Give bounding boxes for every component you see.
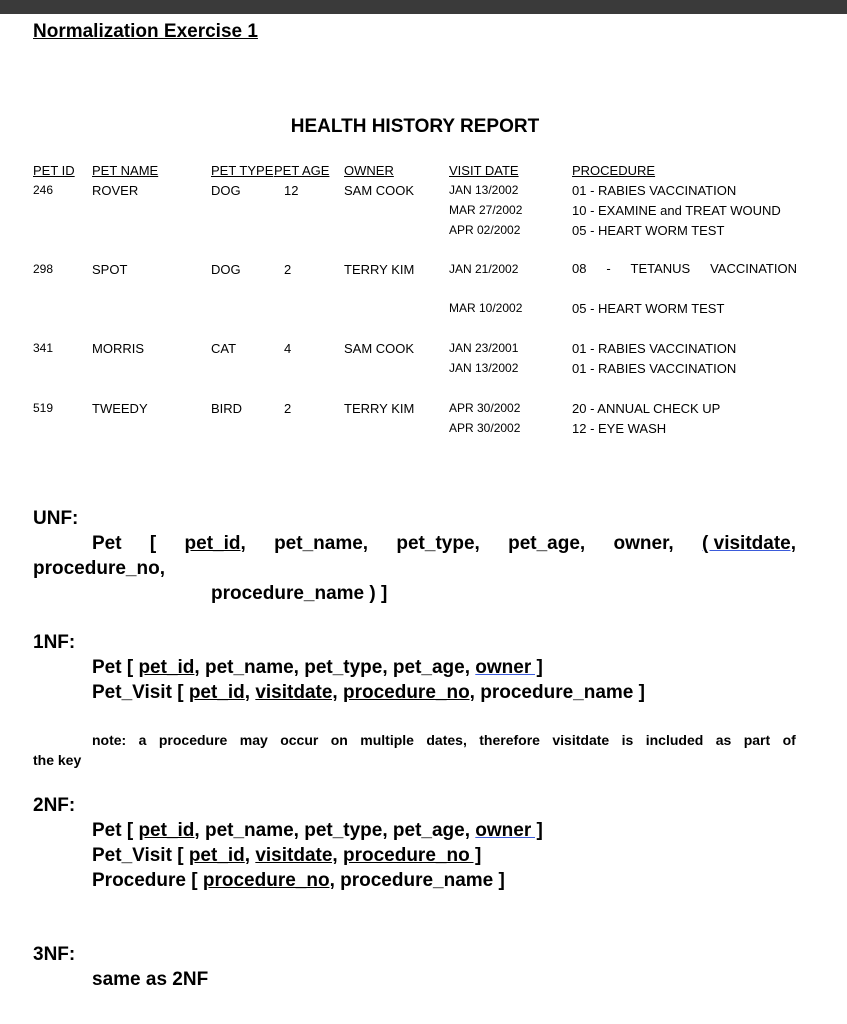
procedure: 01 - RABIES VACCINATION (572, 361, 737, 376)
note-word: of (782, 732, 796, 748)
procedure-part: 08 (572, 261, 587, 276)
note-word: note: (92, 732, 127, 748)
nf2-label: 2NF: (33, 795, 76, 816)
pet-age: 2 (284, 262, 292, 277)
nf2-pet-relation (92, 820, 543, 842)
note-word: occur (280, 732, 319, 748)
relation-attributes: , pet_name, pet_type, pet_age, (194, 820, 476, 841)
owner: TERRY KIM (344, 401, 415, 416)
pet-id: 298 (33, 262, 54, 276)
note-word: therefore (479, 732, 540, 748)
nf1-pet-relation (92, 657, 543, 679)
primary-key: pet_id (188, 845, 245, 866)
primary-key: visitdate, (255, 682, 338, 703)
note-word: may (239, 732, 268, 748)
pet-type: DOG (211, 183, 241, 198)
primary-key: procedure_no ] (342, 845, 482, 866)
unf-token-repeating-group: ( visitdate, (702, 533, 796, 554)
relation-attributes: procedure_name ] (334, 870, 505, 891)
relation-owner: owner ] (475, 657, 543, 678)
note-word: a (138, 732, 147, 748)
report-title: HEALTH HISTORY REPORT (290, 116, 540, 137)
visit-date: JAN 21/2002 (449, 262, 519, 276)
document-title: Normalization Exercise 1 (33, 21, 258, 42)
owner: TERRY KIM (344, 262, 415, 277)
note-line-2: the key (33, 752, 82, 768)
note-word: multiple (360, 732, 414, 748)
primary-key: pet_id (188, 682, 245, 703)
procedure: 05 - HEART WORM TEST (572, 223, 725, 238)
primary-key: procedure_no, (342, 682, 475, 703)
nf2-procedure-relation (92, 870, 505, 892)
header-pet-age: PET AGE (274, 163, 330, 178)
relation-owner: owner ] (475, 820, 543, 841)
procedure-part: VACCINATION (710, 261, 797, 276)
visit-date: APR 02/2002 (449, 223, 521, 237)
unf-line-1 (92, 533, 796, 555)
nf1-pet-visit-relation (92, 682, 645, 704)
visit-date: MAR 10/2002 (449, 301, 523, 315)
nf1-label: 1NF: (33, 632, 76, 653)
pet-age: 4 (284, 341, 292, 356)
procedure: 12 - EYE WASH (572, 421, 667, 436)
nf3-label: 3NF: (33, 944, 76, 965)
header-pet-type: PET TYPE (211, 163, 274, 178)
header-owner: OWNER (344, 163, 394, 178)
procedure: 05 - HEART WORM TEST (572, 301, 725, 316)
procedure: 01 - RABIES VACCINATION (572, 341, 737, 356)
note-word: dates, (426, 732, 467, 748)
pet-age: 12 (284, 183, 299, 198)
pet-type: DOG (211, 262, 241, 277)
note-word: part (743, 732, 771, 748)
visit-date: JAN 13/2002 (449, 183, 519, 197)
pet-id: 519 (33, 401, 54, 415)
separator: , (244, 845, 256, 866)
procedure: 20 - ANNUAL CHECK UP (572, 401, 721, 416)
note-word: as (715, 732, 732, 748)
visit-date: APR 30/2002 (449, 421, 521, 435)
note-word: included (645, 732, 704, 748)
procedure: 01 - RABIES VACCINATION (572, 183, 737, 198)
procedure-part: - (606, 261, 611, 276)
note-word: visitdate (552, 732, 610, 748)
relation-prefix: Pet [ (92, 657, 139, 678)
unf-token: [ (149, 533, 157, 554)
pet-name: MORRIS (92, 341, 144, 356)
header-procedure: PROCEDURE (572, 163, 656, 178)
procedure-part: TETANUS (630, 261, 691, 276)
relation-prefix: Pet_Visit [ (92, 845, 189, 866)
procedure (572, 261, 797, 276)
separator: , (244, 682, 256, 703)
pet-type: BIRD (211, 401, 243, 416)
window-top-bar (0, 0, 847, 14)
unf-token-key: pet_id, (184, 533, 246, 554)
note-line-1 (92, 732, 796, 748)
owner: SAM COOK (344, 341, 415, 356)
visit-date: JAN 23/2001 (449, 341, 519, 355)
relation-prefix: Pet_Visit [ (92, 682, 189, 703)
unf-token: pet_age, (508, 533, 586, 554)
note-word: is (621, 732, 634, 748)
unf-line-3: procedure_name ) ] (211, 583, 388, 604)
primary-key: procedure_no, (202, 870, 335, 891)
pet-type: CAT (211, 341, 237, 356)
nf2-pet-visit-relation (92, 845, 481, 867)
unf-token: Pet (92, 533, 122, 554)
primary-key: pet_id (138, 820, 195, 841)
header-pet-name: PET NAME (92, 163, 159, 178)
unf-label: UNF: (33, 508, 79, 529)
procedure: 10 - EXAMINE and TREAT WOUND (572, 203, 781, 218)
header-pet-id: PET ID (33, 163, 75, 178)
visit-date: MAR 27/2002 (449, 203, 523, 217)
owner: SAM COOK (344, 183, 415, 198)
relation-prefix: Pet [ (92, 820, 139, 841)
header-visit-date: VISIT DATE (449, 163, 519, 178)
pet-name: TWEEDY (92, 401, 148, 416)
visit-date: APR 30/2002 (449, 401, 521, 415)
pet-id: 246 (33, 183, 54, 197)
relation-attributes: procedure_name ] (474, 682, 645, 703)
pet-name: SPOT (92, 262, 128, 277)
unf-token: pet_type, (396, 533, 480, 554)
pet-name: ROVER (92, 183, 139, 198)
unf-line-2: procedure_no, (33, 558, 165, 579)
primary-key: pet_id (138, 657, 195, 678)
pet-id: 341 (33, 341, 54, 355)
nf3-text: same as 2NF (92, 969, 209, 990)
visit-date: JAN 13/2002 (449, 361, 519, 375)
relation-prefix: Procedure [ (92, 870, 203, 891)
note-word: procedure (158, 732, 228, 748)
pet-age: 2 (284, 401, 292, 416)
unf-token: owner, (613, 533, 674, 554)
relation-attributes: , pet_name, pet_type, pet_age, (194, 657, 476, 678)
unf-token: pet_name, (274, 533, 369, 554)
primary-key: visitdate, (255, 845, 338, 866)
note-word: on (330, 732, 348, 748)
